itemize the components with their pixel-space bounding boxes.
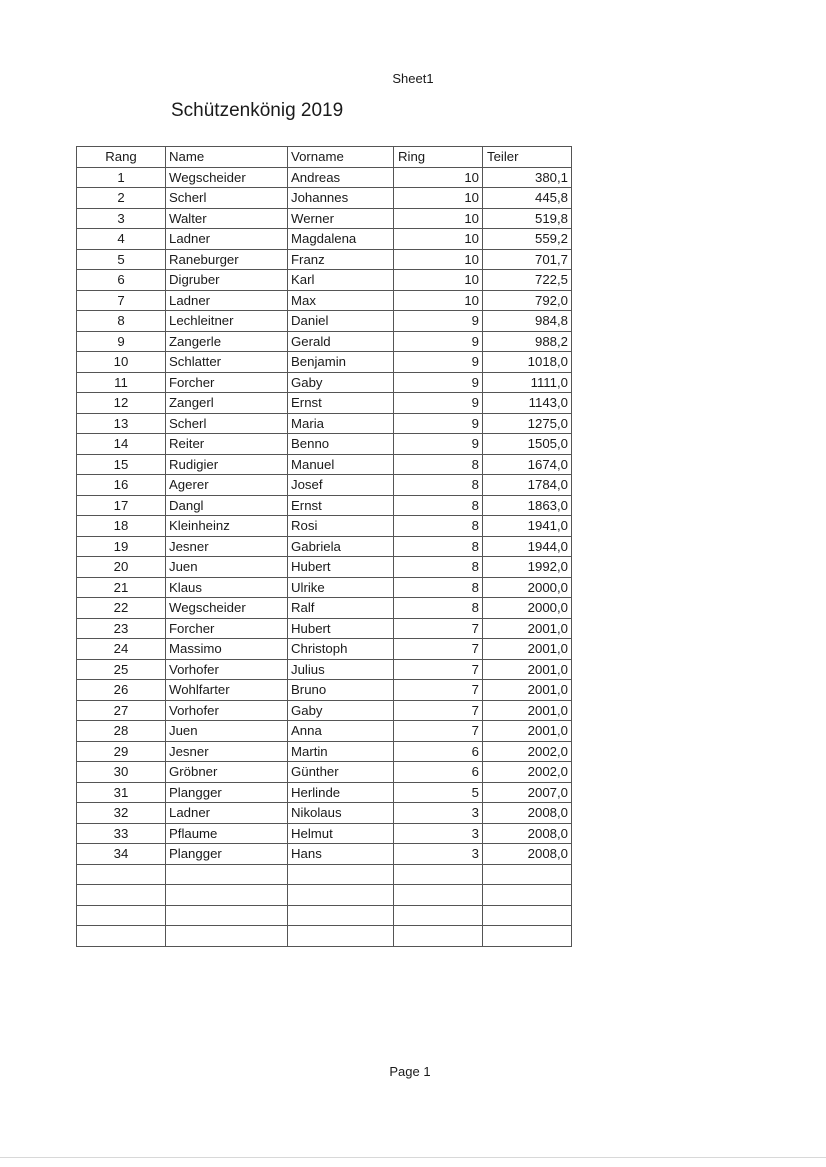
cell-vorname: Julius	[288, 659, 394, 680]
cell-teiler: 1863,0	[483, 495, 572, 516]
cell-rang: 20	[77, 557, 166, 578]
cell-ring: 5	[394, 782, 483, 803]
cell-rang: 8	[77, 311, 166, 332]
empty-cell	[483, 926, 572, 947]
empty-cell	[394, 885, 483, 906]
cell-vorname: Benjamin	[288, 352, 394, 373]
cell-vorname: Günther	[288, 762, 394, 783]
table-row	[77, 331, 572, 352]
empty-cell	[483, 885, 572, 906]
cell-ring: 7	[394, 618, 483, 639]
table-row	[77, 782, 572, 803]
empty-cell	[288, 905, 394, 926]
cell-ring: 10	[394, 208, 483, 229]
cell-vorname: Nikolaus	[288, 803, 394, 824]
cell-teiler: 792,0	[483, 290, 572, 311]
empty-cell	[394, 905, 483, 926]
cell-teiler: 1944,0	[483, 536, 572, 557]
cell-vorname: Ernst	[288, 495, 394, 516]
cell-teiler: 1275,0	[483, 413, 572, 434]
table-row	[77, 803, 572, 824]
table-row	[77, 536, 572, 557]
empty-cell	[483, 905, 572, 926]
cell-vorname: Johannes	[288, 188, 394, 209]
cell-name: Forcher	[166, 372, 288, 393]
cell-name: Wegscheider	[166, 598, 288, 619]
cell-rang: 5	[77, 249, 166, 270]
empty-cell	[77, 905, 166, 926]
table-row	[77, 352, 572, 373]
cell-vorname: Werner	[288, 208, 394, 229]
table-row	[77, 475, 572, 496]
cell-ring: 10	[394, 229, 483, 250]
cell-name: Digruber	[166, 270, 288, 291]
cell-vorname: Helmut	[288, 823, 394, 844]
cell-ring: 8	[394, 536, 483, 557]
cell-name: Wegscheider	[166, 167, 288, 188]
empty-cell	[77, 864, 166, 885]
table-row	[77, 516, 572, 537]
table-row	[77, 495, 572, 516]
cell-vorname: Christoph	[288, 639, 394, 660]
cell-teiler: 2001,0	[483, 618, 572, 639]
cell-vorname: Martin	[288, 741, 394, 762]
cell-teiler: 2001,0	[483, 721, 572, 742]
cell-teiler: 1674,0	[483, 454, 572, 475]
cell-vorname: Franz	[288, 249, 394, 270]
cell-ring: 10	[394, 167, 483, 188]
cell-rang: 17	[77, 495, 166, 516]
cell-ring: 7	[394, 700, 483, 721]
cell-rang: 28	[77, 721, 166, 742]
cell-ring: 7	[394, 721, 483, 742]
cell-rang: 15	[77, 454, 166, 475]
cell-name: Ladner	[166, 290, 288, 311]
cell-rang: 6	[77, 270, 166, 291]
cell-rang: 14	[77, 434, 166, 455]
empty-cell	[77, 885, 166, 906]
cell-teiler: 2008,0	[483, 823, 572, 844]
cell-ring: 8	[394, 577, 483, 598]
table-row	[77, 598, 572, 619]
cell-teiler: 701,7	[483, 249, 572, 270]
column-header-teiler: Teiler	[483, 147, 572, 168]
table-row	[77, 167, 572, 188]
cell-teiler: 2008,0	[483, 844, 572, 865]
cell-vorname: Andreas	[288, 167, 394, 188]
table-row	[77, 700, 572, 721]
cell-rang: 16	[77, 475, 166, 496]
cell-vorname: Gaby	[288, 372, 394, 393]
cell-teiler: 984,8	[483, 311, 572, 332]
cell-teiler: 1018,0	[483, 352, 572, 373]
table-row	[77, 741, 572, 762]
cell-vorname: Bruno	[288, 680, 394, 701]
cell-ring: 3	[394, 844, 483, 865]
cell-rang: 11	[77, 372, 166, 393]
cell-vorname: Maria	[288, 413, 394, 434]
cell-ring: 6	[394, 762, 483, 783]
table-row	[77, 844, 572, 865]
cell-ring: 10	[394, 270, 483, 291]
cell-name: Pflaume	[166, 823, 288, 844]
cell-ring: 9	[394, 352, 483, 373]
cell-teiler: 2000,0	[483, 598, 572, 619]
cell-vorname: Hubert	[288, 618, 394, 639]
cell-name: Klaus	[166, 577, 288, 598]
cell-name: Scherl	[166, 188, 288, 209]
cell-rang: 4	[77, 229, 166, 250]
cell-name: Wohlfarter	[166, 680, 288, 701]
empty-cell	[166, 864, 288, 885]
cell-rang: 22	[77, 598, 166, 619]
cell-teiler: 559,2	[483, 229, 572, 250]
cell-ring: 9	[394, 434, 483, 455]
sheet-name: Sheet1	[392, 71, 434, 86]
cell-teiler: 519,8	[483, 208, 572, 229]
cell-vorname: Ralf	[288, 598, 394, 619]
cell-name: Scherl	[166, 413, 288, 434]
cell-name: Juen	[166, 721, 288, 742]
cell-ring: 7	[394, 680, 483, 701]
cell-rang: 33	[77, 823, 166, 844]
empty-table-row	[77, 926, 572, 947]
cell-vorname: Hubert	[288, 557, 394, 578]
cell-rang: 23	[77, 618, 166, 639]
cell-name: Ladner	[166, 803, 288, 824]
empty-cell	[166, 885, 288, 906]
table-row	[77, 823, 572, 844]
table-row	[77, 208, 572, 229]
cell-rang: 24	[77, 639, 166, 660]
cell-ring: 7	[394, 639, 483, 660]
cell-name: Juen	[166, 557, 288, 578]
cell-vorname: Benno	[288, 434, 394, 455]
cell-teiler: 2001,0	[483, 680, 572, 701]
table-row	[77, 229, 572, 250]
cell-ring: 8	[394, 495, 483, 516]
results-table	[76, 146, 572, 947]
cell-name: Zangerl	[166, 393, 288, 414]
table-row	[77, 393, 572, 414]
cell-name: Massimo	[166, 639, 288, 660]
cell-teiler: 2000,0	[483, 577, 572, 598]
cell-teiler: 1941,0	[483, 516, 572, 537]
cell-rang: 31	[77, 782, 166, 803]
cell-rang: 1	[77, 167, 166, 188]
cell-vorname: Gerald	[288, 331, 394, 352]
cell-rang: 2	[77, 188, 166, 209]
cell-name: Jesner	[166, 741, 288, 762]
cell-name: Plangger	[166, 782, 288, 803]
cell-name: Forcher	[166, 618, 288, 639]
cell-ring: 10	[394, 188, 483, 209]
cell-teiler: 1992,0	[483, 557, 572, 578]
cell-name: Gröbner	[166, 762, 288, 783]
table-row	[77, 680, 572, 701]
cell-name: Walter	[166, 208, 288, 229]
table-row	[77, 290, 572, 311]
table-row	[77, 188, 572, 209]
cell-name: Kleinheinz	[166, 516, 288, 537]
cell-ring: 8	[394, 516, 483, 537]
column-header-vorname: Vorname	[288, 147, 394, 168]
empty-cell	[166, 905, 288, 926]
empty-table-row	[77, 885, 572, 906]
cell-teiler: 2002,0	[483, 741, 572, 762]
column-header-ring: Ring	[394, 147, 483, 168]
cell-vorname: Ulrike	[288, 577, 394, 598]
cell-name: Vorhofer	[166, 700, 288, 721]
cell-ring: 8	[394, 454, 483, 475]
cell-ring: 3	[394, 823, 483, 844]
table-row	[77, 249, 572, 270]
empty-cell	[288, 885, 394, 906]
table-row	[77, 557, 572, 578]
empty-cell	[77, 926, 166, 947]
table-row	[77, 454, 572, 475]
cell-rang: 29	[77, 741, 166, 762]
table-row	[77, 577, 572, 598]
cell-rang: 18	[77, 516, 166, 537]
cell-name: Reiter	[166, 434, 288, 455]
cell-rang: 34	[77, 844, 166, 865]
page-number: Page 1	[389, 1064, 431, 1079]
cell-rang: 25	[77, 659, 166, 680]
cell-name: Vorhofer	[166, 659, 288, 680]
cell-name: Raneburger	[166, 249, 288, 270]
cell-teiler: 1143,0	[483, 393, 572, 414]
table-row	[77, 762, 572, 783]
cell-vorname: Karl	[288, 270, 394, 291]
cell-name: Dangl	[166, 495, 288, 516]
table-row	[77, 372, 572, 393]
cell-teiler: 1111,0	[483, 372, 572, 393]
cell-teiler: 988,2	[483, 331, 572, 352]
table-row	[77, 659, 572, 680]
empty-cell	[288, 864, 394, 885]
cell-rang: 19	[77, 536, 166, 557]
table-row	[77, 270, 572, 291]
cell-teiler: 2007,0	[483, 782, 572, 803]
cell-ring: 3	[394, 803, 483, 824]
cell-ring: 9	[394, 331, 483, 352]
cell-vorname: Ernst	[288, 393, 394, 414]
table-row	[77, 413, 572, 434]
cell-name: Lechleitner	[166, 311, 288, 332]
cell-vorname: Gaby	[288, 700, 394, 721]
table-body	[77, 167, 572, 946]
cell-teiler: 1505,0	[483, 434, 572, 455]
empty-cell	[166, 926, 288, 947]
cell-vorname: Rosi	[288, 516, 394, 537]
cell-rang: 30	[77, 762, 166, 783]
cell-rang: 32	[77, 803, 166, 824]
cell-vorname: Gabriela	[288, 536, 394, 557]
cell-teiler: 722,5	[483, 270, 572, 291]
cell-rang: 7	[77, 290, 166, 311]
cell-name: Schlatter	[166, 352, 288, 373]
cell-rang: 26	[77, 680, 166, 701]
cell-ring: 10	[394, 290, 483, 311]
cell-vorname: Josef	[288, 475, 394, 496]
cell-rang: 9	[77, 331, 166, 352]
cell-name: Ladner	[166, 229, 288, 250]
column-header-rang: Rang	[77, 147, 166, 168]
cell-ring: 9	[394, 372, 483, 393]
empty-table-row	[77, 905, 572, 926]
table-header-row	[77, 147, 572, 168]
cell-name: Jesner	[166, 536, 288, 557]
cell-rang: 12	[77, 393, 166, 414]
cell-ring: 8	[394, 598, 483, 619]
cell-teiler: 380,1	[483, 167, 572, 188]
cell-vorname: Max	[288, 290, 394, 311]
cell-vorname: Daniel	[288, 311, 394, 332]
cell-rang: 10	[77, 352, 166, 373]
cell-ring: 7	[394, 659, 483, 680]
cell-vorname: Hans	[288, 844, 394, 865]
table-row	[77, 311, 572, 332]
cell-ring: 10	[394, 249, 483, 270]
cell-teiler: 1784,0	[483, 475, 572, 496]
empty-cell	[288, 926, 394, 947]
cell-vorname: Manuel	[288, 454, 394, 475]
cell-rang: 13	[77, 413, 166, 434]
cell-teiler: 2001,0	[483, 700, 572, 721]
cell-ring: 6	[394, 741, 483, 762]
scan-edge-line	[0, 1157, 826, 1158]
empty-cell	[483, 864, 572, 885]
cell-ring: 8	[394, 475, 483, 496]
cell-ring: 9	[394, 311, 483, 332]
cell-name: Agerer	[166, 475, 288, 496]
cell-rang: 21	[77, 577, 166, 598]
empty-cell	[394, 926, 483, 947]
empty-table-row	[77, 864, 572, 885]
cell-teiler: 445,8	[483, 188, 572, 209]
cell-vorname: Herlinde	[288, 782, 394, 803]
cell-vorname: Anna	[288, 721, 394, 742]
table-row	[77, 721, 572, 742]
table-row	[77, 434, 572, 455]
cell-teiler: 2001,0	[483, 639, 572, 660]
cell-name: Plangger	[166, 844, 288, 865]
cell-teiler: 2002,0	[483, 762, 572, 783]
table-row	[77, 618, 572, 639]
document-title: Schützenkönig 2019	[171, 100, 344, 121]
column-header-name: Name	[166, 147, 288, 168]
cell-teiler: 2001,0	[483, 659, 572, 680]
cell-name: Zangerle	[166, 331, 288, 352]
empty-cell	[394, 864, 483, 885]
cell-rang: 27	[77, 700, 166, 721]
table-row	[77, 639, 572, 660]
cell-rang: 3	[77, 208, 166, 229]
cell-teiler: 2008,0	[483, 803, 572, 824]
cell-ring: 9	[394, 393, 483, 414]
cell-vorname: Magdalena	[288, 229, 394, 250]
cell-ring: 8	[394, 557, 483, 578]
cell-name: Rudigier	[166, 454, 288, 475]
cell-ring: 9	[394, 413, 483, 434]
